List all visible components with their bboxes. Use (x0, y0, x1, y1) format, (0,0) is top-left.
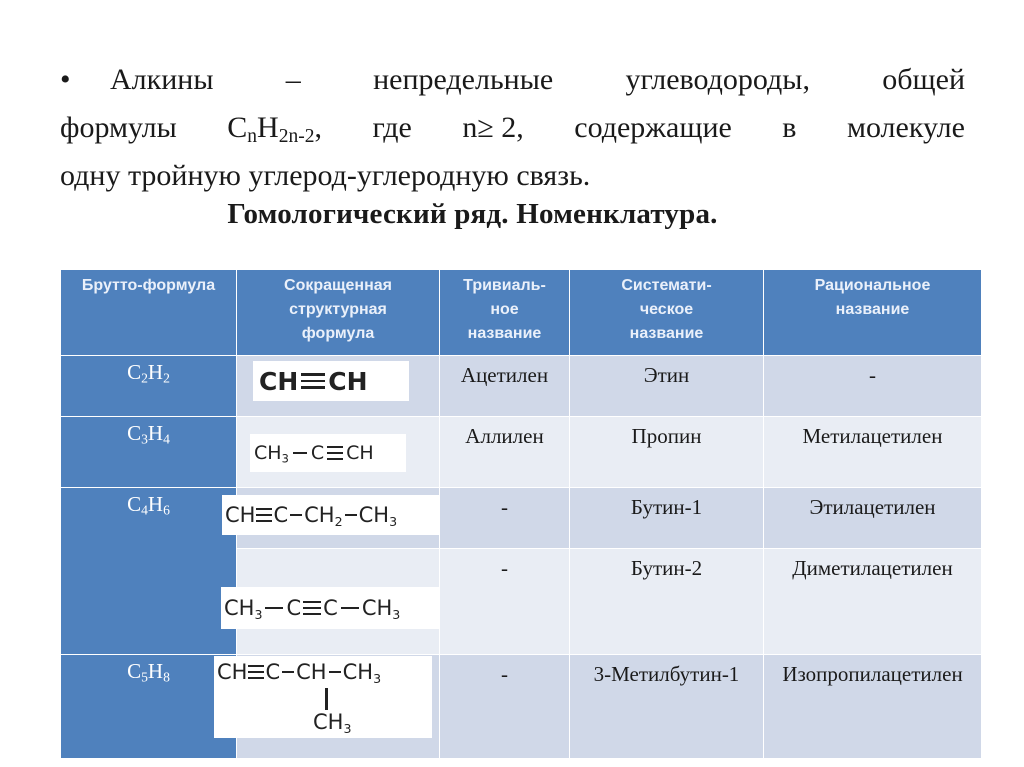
formula-atom: C (323, 596, 338, 620)
formula-h: H (257, 111, 279, 144)
single-bond (282, 671, 294, 674)
trivial-name: - (440, 488, 570, 549)
brutto-formula: $C_2H_2$ (61, 356, 237, 417)
brutto-formula: $C_3H_4$ (61, 417, 237, 488)
systematic-name: Бутин-2 (570, 549, 764, 655)
brutto-formula: $C_5H_8$ (61, 655, 237, 759)
formula-comma: , (314, 111, 322, 144)
formula-atom: CH3 (254, 442, 289, 466)
formula-h-sub: 2n-2 (278, 125, 315, 147)
single-bond (290, 514, 302, 517)
formula-atom: CH2 (304, 503, 343, 529)
rational-name: Этилацетилен (764, 488, 982, 549)
systematic-name: Пропин (570, 417, 764, 488)
formula-atom: C (310, 442, 325, 464)
intro-word: формулы (60, 111, 177, 144)
formula-atom: CH3 (224, 596, 263, 622)
formula-butyne-1 (222, 495, 439, 535)
header-structural: Сокращенная структурная формула (237, 270, 440, 356)
formula-atom: CH3 (342, 660, 382, 686)
intro-word: молекуле (846, 111, 965, 144)
formula-atom: CH (346, 442, 374, 464)
single-bond (265, 607, 283, 610)
formula-atom: CH (217, 660, 248, 684)
intro-word: – (285, 63, 301, 96)
single-bond (341, 607, 359, 610)
single-bond (329, 671, 341, 674)
header-systematic: Системати-ческое название (570, 270, 764, 356)
homolog-table (60, 270, 982, 759)
triple-bond (327, 444, 343, 462)
condition-value: 2, (501, 111, 524, 144)
formula-atom: C (286, 596, 302, 620)
formula-acetylene (253, 361, 409, 401)
intro-word-alkines: Алкины (110, 63, 214, 96)
formula-atom: C (265, 660, 281, 684)
intro-word: содержащие (574, 111, 732, 144)
header-brutto: Брутто-формула (61, 270, 237, 356)
formula-c: C (227, 111, 248, 144)
vertical-bond (325, 688, 328, 710)
formula-3-methylbutyne-1 (214, 656, 432, 738)
formula-atom: CH3 (313, 710, 352, 736)
formula-atom: CH3 (358, 503, 398, 529)
trivial-name: - (440, 549, 570, 655)
triple-bond (301, 371, 325, 391)
systematic-name: Этин (570, 356, 764, 417)
header-trivial: Тривиаль-ное название (440, 270, 570, 356)
bullet: • (60, 63, 71, 96)
rational-name: Метилацетилен (764, 417, 982, 488)
general-formula (227, 104, 322, 152)
intro-word: общей (882, 63, 965, 96)
intro-line-3: одну тройную углерод-углеродную связь. (60, 159, 591, 192)
header-rational: Рациональное название (764, 270, 982, 356)
systematic-name: 3-Метилбутин-1 (570, 655, 764, 759)
formula-atom: CH (296, 660, 327, 684)
trivial-name: Аллилен (440, 417, 570, 488)
formula-atom: CH (328, 366, 368, 396)
rational-name: - (764, 356, 982, 417)
intro-paragraph (60, 56, 965, 200)
rational-name: Изопропилацетилен (764, 655, 982, 759)
intro-condition (462, 104, 523, 152)
section-heading: Гомологический ряд. Номенклатура. (227, 198, 718, 230)
brutto-formula: $C_4H_6$ (61, 488, 237, 655)
formula-atom: CH (225, 503, 256, 527)
triple-bond (303, 599, 321, 617)
formula-c-sub: n (247, 125, 258, 147)
trivial-name: Ацетилен (440, 356, 570, 417)
triple-bond (256, 506, 272, 524)
formula-atom: CH3 (361, 596, 401, 622)
intro-word (60, 56, 213, 104)
formula-atom: C (273, 503, 289, 527)
triple-bond (248, 663, 264, 681)
intro-line-2 (60, 104, 965, 152)
formula-propyne (250, 434, 406, 472)
intro-word: в (782, 111, 797, 144)
single-bond (345, 514, 357, 517)
formula-butyne-2 (221, 587, 439, 629)
condition-n: n≥ (462, 111, 494, 144)
intro-word: где (372, 111, 412, 144)
trivial-name: - (440, 655, 570, 759)
systematic-name: Бутин-1 (570, 488, 764, 549)
intro-word: углеводороды, (625, 63, 810, 96)
rational-name: Диметилацетилен (764, 549, 982, 655)
single-bond (293, 452, 307, 455)
intro-line-1 (60, 56, 965, 104)
formula-main-chain (217, 660, 381, 684)
formula-atom: CH (259, 366, 299, 396)
intro-word: непредельные (373, 63, 554, 96)
